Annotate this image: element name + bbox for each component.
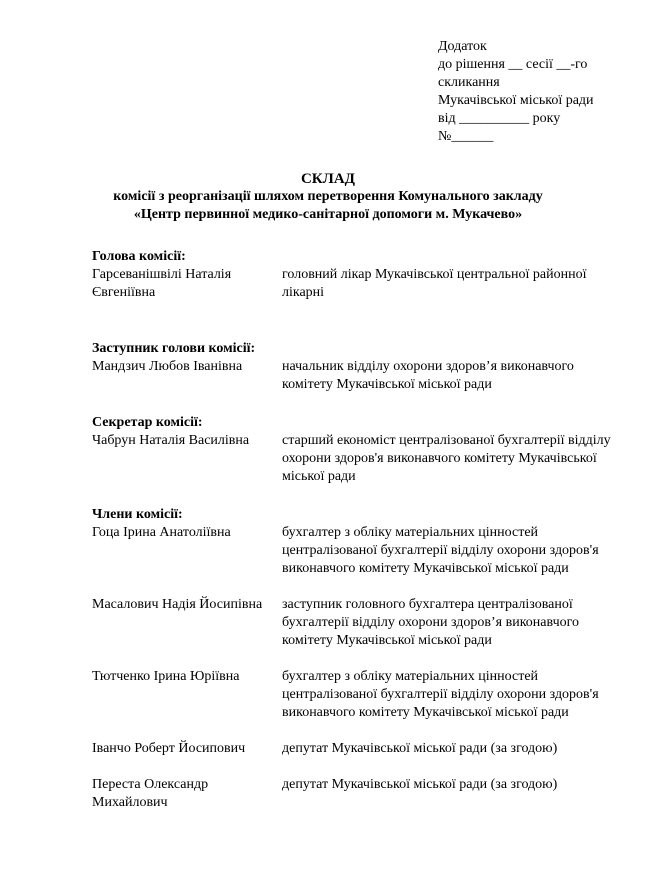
- group-title: Голова комісії:: [92, 249, 186, 264]
- member-name: Тютченко Ірина Юріївна: [92, 669, 240, 684]
- document-title: СКЛАД: [300, 171, 356, 187]
- member-name: Гоца Ірина Анатоліївна: [92, 525, 231, 540]
- member-role: начальник відділу охорони здоров’я виконавчого комітету Мукачівської міської ради: [282, 359, 574, 392]
- member-name: Чабрун Наталія Василівна: [92, 433, 250, 448]
- addendum-block: [438, 38, 648, 146]
- member-row: [92, 266, 632, 302]
- member-role: головний лікар Мукачівської центральної районної лікарні: [282, 267, 587, 300]
- member-row: [92, 358, 632, 394]
- member-row: [92, 524, 632, 578]
- document-heading: [0, 170, 656, 224]
- member-row: [92, 596, 632, 650]
- addendum-line: скликання: [438, 75, 500, 90]
- member-role: депутат Мукачівської міської ради (за згодою): [282, 777, 558, 792]
- member-role: старший економіст централізованої бухгалтерії відділу охорони здоров'я виконавчого комітету Мукачівської міської ради: [282, 433, 611, 484]
- addendum-line: №______: [438, 129, 494, 144]
- addendum-line: Додаток: [438, 39, 487, 54]
- group-secretary: [92, 414, 632, 486]
- member-role: заступник головного бухгалтера централізованої бухгалтерії відділу охорони здоров’я виконавчого комітету Мукачівської міської ради: [282, 597, 580, 648]
- addendum-line: Мукачівської міської ради: [438, 93, 594, 108]
- group-title: Заступник голови комісії:: [92, 341, 256, 356]
- member-row: [92, 740, 632, 758]
- member-name: Переста Олександр Михайлович: [92, 777, 209, 810]
- group-title: Члени комісії:: [92, 507, 183, 522]
- member-role: бухгалтер з обліку матеріальних цінностей централізованої бухгалтерії відділу охорони здоров'я виконавчого комітету Мукачівської міської ради: [282, 669, 599, 720]
- group-members: [92, 506, 632, 812]
- addendum-line: від __________ року: [438, 111, 561, 126]
- group-chair: [92, 248, 632, 302]
- member-name: Мандзич Любов Іванівна: [92, 359, 243, 374]
- member-name: Масалович Надія Йосипівна: [92, 597, 263, 612]
- group-title: Секретар комісії:: [92, 415, 203, 430]
- member-row: [92, 776, 632, 812]
- group-deputy-chair: [92, 340, 632, 394]
- member-role: депутат Мукачівської міської ради (за згодою): [282, 741, 558, 756]
- member-name: Гарсеванішвілі Наталія Євгеніївна: [92, 267, 232, 300]
- member-row: [92, 432, 632, 486]
- member-row: [92, 668, 632, 722]
- document-subtitle-line-2: «Центр первинної медико-санітарної допомоги м. Мукачево»: [133, 207, 523, 222]
- addendum-line: до рішення __ сесії __-го: [438, 57, 588, 72]
- document-subtitle-line-1: комісії з реорганізації шляхом перетворення Комунального закладу: [113, 189, 543, 204]
- commission-roster: [92, 248, 632, 836]
- member-name: Іванчо Роберт Йосипович: [92, 741, 246, 756]
- member-role: бухгалтер з обліку матеріальних цінностей централізованої бухгалтерії відділу охорони здоров'я виконавчого комітету Мукачівської міської ради: [282, 525, 599, 576]
